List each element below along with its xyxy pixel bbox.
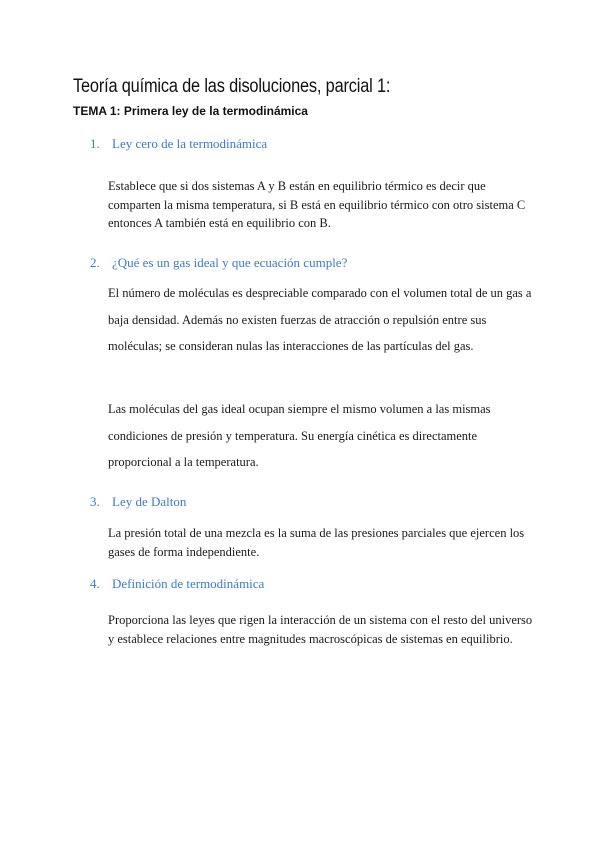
- section-4-paragraph-1: Proporciona las leyes que rigen la interacción de un sistema con el resto del universo y establece relaciones entre magnitudes macroscópicas de sistemas en equilibrio.: [108, 613, 533, 646]
- section-title: Ley de Dalton: [112, 494, 187, 509]
- section-heading-3: [90, 494, 186, 510]
- section-heading-1: [90, 136, 267, 152]
- section-title: Ley cero de la termodinámica: [112, 136, 268, 151]
- section-2-paragraph-1: El número de moléculas es despreciable comparado con el volumen total de un gas a baja densidad. Además no existen fuerzas de atracción o repulsión entre sus moléculas; se consideran nulas las interacciones de las partículas del gas.: [108, 286, 532, 353]
- section-1-paragraph-1: Establece que si dos sistemas A y B están en equilibrio térmico es decir que comparten la misma temperatura, si B está en equilibrio térmico con otro sistema C entonces A también está en equilibrio con B.: [108, 179, 526, 230]
- section-title: Definición de termodinámica: [112, 576, 265, 591]
- section-2-paragraph-2: Las moléculas del gas ideal ocupan siempre el mismo volumen a las mismas condiciones de presión y temperatura. Su energía cinética es directamente proporcional a la temperatura.: [108, 402, 491, 469]
- section-number: 2.: [90, 255, 100, 270]
- section-number: 3.: [90, 494, 100, 509]
- section-3-paragraph-1: La presión total de una mezcla es la suma de las presiones parciales que ejercen los gases de forma independiente.: [108, 526, 525, 559]
- section-number: 1.: [90, 136, 100, 151]
- section-title: ¿Qué es un gas ideal y que ecuación cumple?: [112, 255, 348, 270]
- section-heading-2: [90, 255, 347, 271]
- page-title: Teoría química de las disoluciones, parcial 1:: [73, 76, 391, 97]
- section-number: 4.: [90, 576, 100, 591]
- section-heading-4: [90, 576, 264, 592]
- document-subtitle: TEMA 1: Primera ley de la termodinámica: [73, 104, 308, 118]
